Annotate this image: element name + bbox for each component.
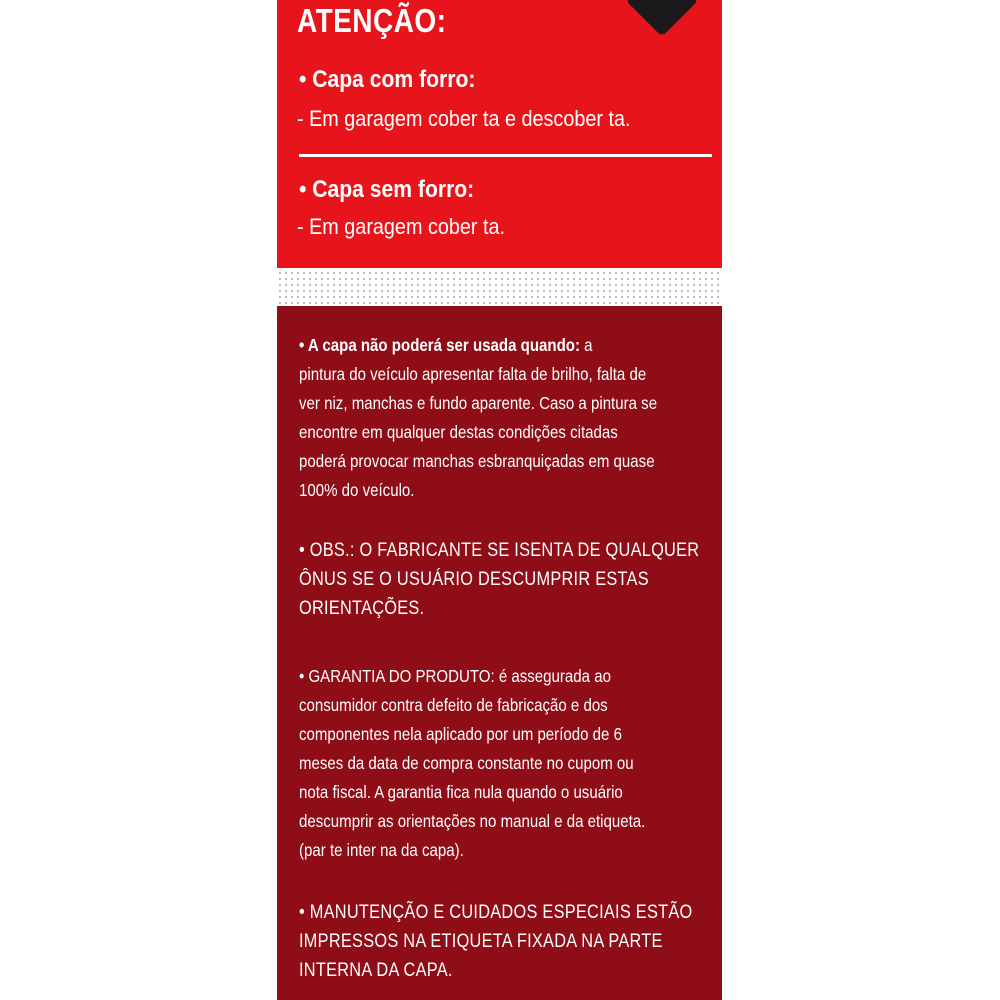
attention-panel <box>277 0 722 268</box>
usage-notice-line: encontre em qualquer destas condições citadas <box>299 422 618 442</box>
warranty-line: nota fiscal. A garantia fica nula quando o usuário <box>299 782 623 802</box>
usage-notice-line: poderá provocar manchas esbranquiçadas em quase <box>299 451 655 471</box>
usage-notice-line: pintura do veículo apresentar falta de brilho, falta de <box>299 364 647 384</box>
disclaimer-line: ÔNUS SE O USUÁRIO DESCUMPRIR ESTAS <box>299 569 649 590</box>
maintenance-line: INTERNA DA CAPA. <box>299 960 453 981</box>
attention-title: ATENÇÃO: <box>297 2 447 39</box>
warranty-line: • GARANTIA DO PRODUTO: é assegurada ao <box>299 666 611 686</box>
warranty-notice <box>299 662 709 865</box>
warranty-line: descumprir as orientações no manual e da etiqueta. <box>299 811 646 831</box>
lined-cover-heading: • Capa com forro: <box>299 66 476 93</box>
unlined-cover-heading: • Capa sem forro: <box>299 176 475 203</box>
disclaimer-line: • OBS.: O FABRICANTE SE ISENTA DE QUALQUER <box>299 540 700 561</box>
notices-panel <box>277 306 722 1000</box>
usage-notice-line: ver niz, manchas e fundo aparente. Caso a pintura se <box>299 393 658 413</box>
warranty-line: (par te inter na da capa). <box>299 840 464 860</box>
manufacturer-disclaimer <box>299 536 709 623</box>
disclaimer-line: ORIENTAÇÕES. <box>299 598 425 619</box>
unlined-cover-detail: - Em garagem cober ta. <box>297 214 505 239</box>
usage-notice-lead: • A capa não poderá ser usada quando: <box>299 335 580 355</box>
warranty-line: consumidor contra defeito de fabricação e dos <box>299 695 608 715</box>
maintenance-line: IMPRESSOS NA ETIQUETA FIXADA NA PARTE <box>299 931 663 952</box>
info-card <box>277 0 722 1000</box>
usage-notice-lead-rest: a <box>579 335 593 355</box>
corner-badge-icon <box>625 0 699 37</box>
warranty-line: componentes nela aplicado por um período de 6 <box>299 724 622 744</box>
dotted-separator <box>277 268 722 306</box>
usage-notice-line: 100% do veículo. <box>299 480 415 500</box>
lined-cover-detail: - Em garagem cober ta e descober ta. <box>297 106 631 131</box>
maintenance-notice <box>299 898 709 985</box>
maintenance-line: • MANUTENÇÃO E CUIDADOS ESPECIAIS ESTÃO <box>299 902 693 923</box>
usage-notice-line <box>299 331 652 360</box>
usage-restriction-notice <box>299 331 709 505</box>
section-divider <box>299 154 712 157</box>
warranty-line: meses da data de compra constante no cupom ou <box>299 753 634 773</box>
